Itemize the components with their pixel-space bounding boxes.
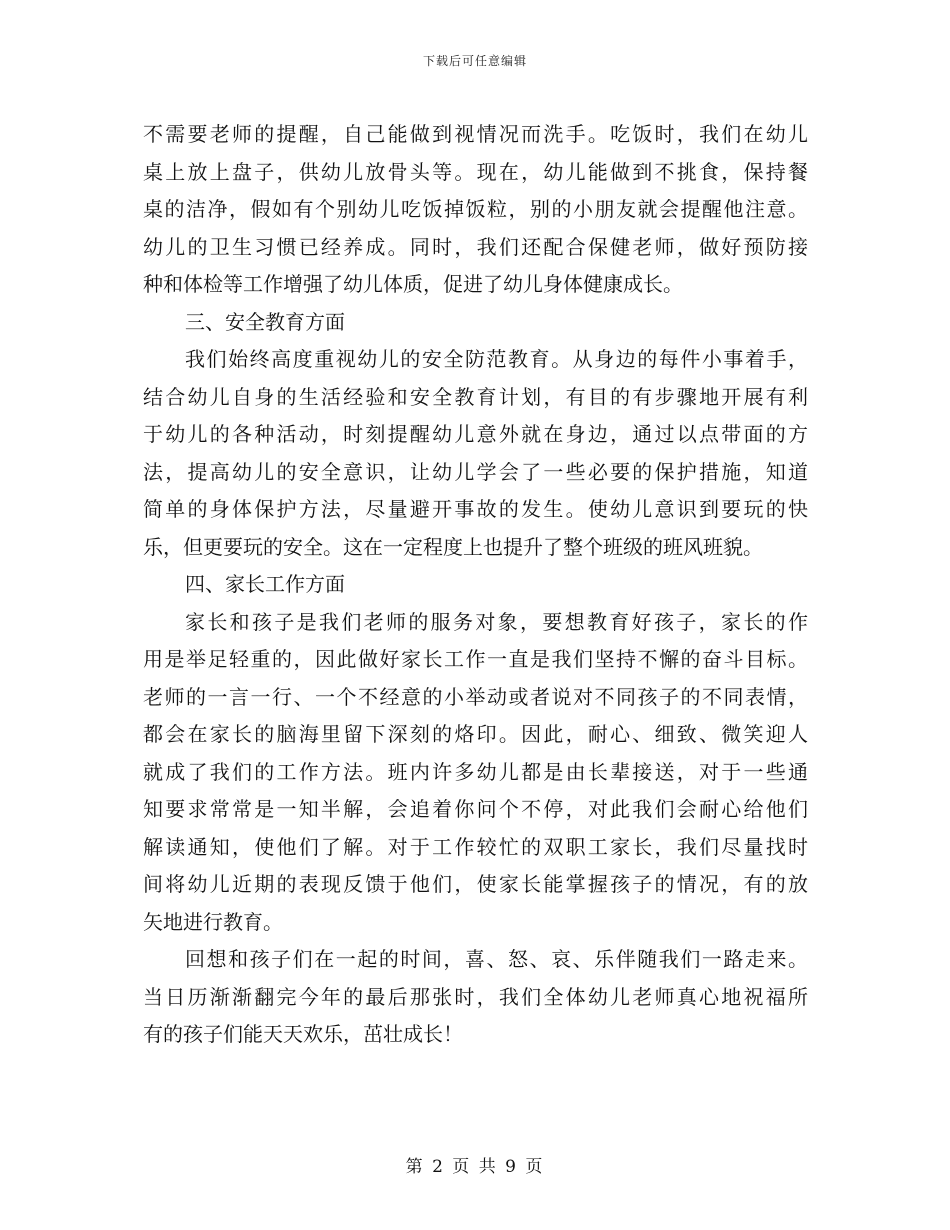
section-heading: 四、家长工作方面	[185, 572, 345, 596]
text-line: 乐，但更要玩的安全。这在一定程度上也提升了整个班级的班风班貌。	[143, 534, 763, 559]
text-line: 桌的洁净，假如有个别幼儿吃饭掉饭粒，别的小朋友就会提醒他注意。	[143, 197, 808, 221]
text-line: 间将幼儿近期的表现反馈于他们，使家长能掌握孩子的情况，有的放	[143, 872, 808, 896]
text-line: 老师的一言一行、一个不经意的小举动或者说对不同孩子的不同表情，	[143, 684, 808, 709]
page-number: 第 2 页 共 9 页	[405, 1157, 545, 1177]
text-line: 于幼儿的各种活动，时刻提醒幼儿意外就在身边，通过以点带面的方	[143, 422, 808, 446]
text-line: 结合幼儿自身的生活经验和安全教育计划，有目的有步骤地开展有利	[143, 384, 808, 409]
text-line: 幼儿的卫生习惯已经养成。同时，我们还配合保健老师，做好预防接	[143, 234, 808, 259]
text-line: 种和体检等工作增强了幼儿体质，促进了幼儿身体健康成长。	[143, 272, 683, 296]
text-line: 有的孩子们能天天欢乐，茁壮成长！	[143, 1022, 463, 1046]
text-line: 就成了我们的工作方法。班内许多幼儿都是由长辈接送，对于一些通	[143, 759, 808, 784]
text-line: 法，提高幼儿的安全意识，让幼儿学会了一些必要的保护措施，知道	[143, 459, 808, 484]
text-line: 回想和孩子们在一起的时间，喜、怒、哀、乐伴随我们一路走来。	[185, 947, 808, 971]
text-line: 家长和孩子是我们老师的服务对象，要想教育好孩子，家长的作	[185, 609, 808, 634]
text-line: 矢地进行教育。	[143, 909, 283, 934]
text-line: 简单的身体保护方法，尽量避开事故的发生。使幼儿意识到要玩的快	[143, 497, 808, 521]
text-line: 桌上放上盘子，供幼儿放骨头等。现在，幼儿能做到不挑食，保持餐	[143, 159, 808, 184]
text-line: 当日历渐渐翻完今年的最后那张时，我们全体幼儿老师真心地祝福所	[143, 984, 808, 1009]
text-line: 不需要老师的提醒，自己能做到视情况而洗手。吃饭时，我们在幼儿	[143, 122, 808, 146]
text-line: 用是举足轻重的，因此做好家长工作一直是我们坚持不懈的奋斗目标。	[143, 647, 808, 671]
text-line: 我们始终高度重视幼儿的安全防范教育。从身边的每件小事着手，	[185, 347, 808, 371]
section-heading: 三、安全教育方面	[185, 309, 345, 334]
page-header: 下载后可任意编辑	[422, 54, 527, 68]
document-body	[143, 116, 808, 1054]
text-line: 都会在家长的脑海里留下深刻的烙印。因此，耐心、细致、微笑迎人	[143, 722, 808, 746]
text-line: 解读通知，使他们了解。对于工作较忙的双职工家长，我们尽量找时	[143, 834, 808, 859]
text-line: 知要求常常是一知半解，会追着你问个不停，对此我们会耐心给他们	[143, 797, 808, 821]
